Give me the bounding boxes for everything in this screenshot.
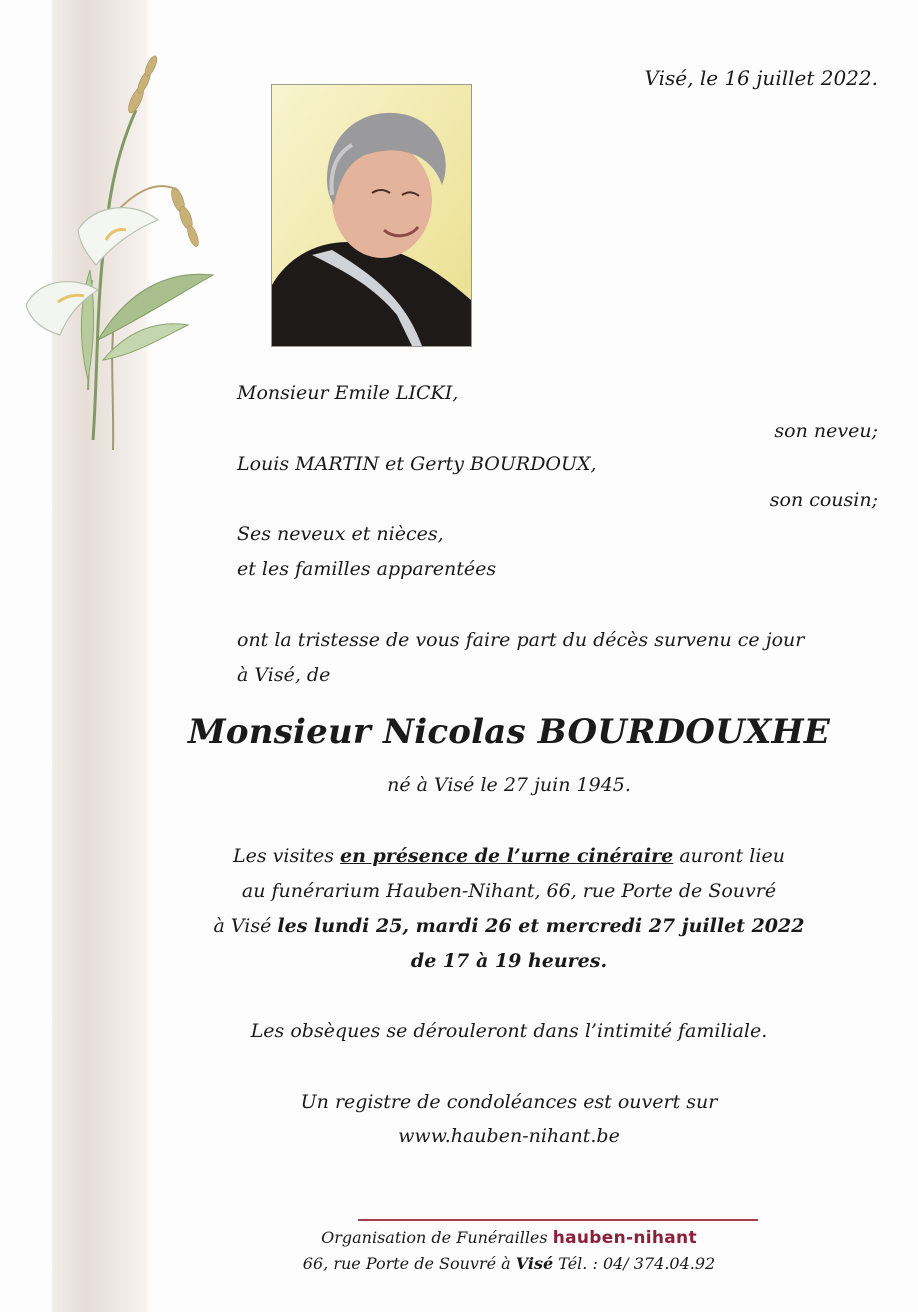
visits-line-3 bbox=[100, 915, 918, 937]
lily-wheat-illustration bbox=[18, 40, 228, 450]
birth-line: né à Visé le 27 juin 1945. bbox=[387, 774, 631, 796]
footer-address bbox=[100, 1254, 918, 1273]
family-member-name: Monsieur Emile LICKI, bbox=[237, 382, 459, 404]
visits-text: à Visé bbox=[213, 915, 272, 937]
funeral-line: Les obsèques se dérouleront dans l’intimité familiale. bbox=[250, 1020, 768, 1042]
condolences-line: Un registre de condoléances est ouvert sur bbox=[300, 1091, 718, 1113]
relatives-line: et les familles apparentées bbox=[237, 558, 497, 580]
family-member-relation: son neveu; bbox=[774, 420, 878, 442]
footer-org-text: Organisation de Funérailles bbox=[321, 1228, 548, 1247]
relatives-line: Ses neveux et nièces, bbox=[237, 523, 444, 545]
footer-city: Visé bbox=[515, 1254, 554, 1273]
visits-dates: les lundi 25, mardi 26 et mercredi 27 juillet 2022 bbox=[277, 915, 805, 937]
visits-line-2: au funérarium Hauben-Nihant, 66, rue Porte de Souvré bbox=[241, 880, 777, 902]
date-line: Visé, le 16 juillet 2022. bbox=[644, 66, 878, 90]
visits-line-1 bbox=[100, 845, 918, 867]
visits-hours: de 17 à 19 heures. bbox=[410, 950, 608, 972]
brand-logo-text: hauben-nihant bbox=[552, 1228, 697, 1248]
announcement-line: à Visé, de bbox=[237, 664, 331, 686]
footer-divider bbox=[358, 1219, 758, 1221]
footer-phone: Tél. : 04/ 374.04.92 bbox=[558, 1254, 716, 1273]
footer-address-text: 66, rue Porte de Souvré à bbox=[302, 1254, 511, 1273]
family-member-relation: son cousin; bbox=[769, 489, 878, 511]
visits-text: Les visites bbox=[233, 845, 334, 867]
portrait-photo bbox=[271, 84, 472, 347]
portrait-illustration bbox=[272, 85, 471, 346]
family-member-name: Louis MARTIN et Gerty BOURDOUX, bbox=[237, 453, 597, 475]
announcement-line: ont la tristesse de vous faire part du décès survenu ce jour bbox=[237, 629, 805, 651]
condolences-url[interactable]: www.hauben-nihant.be bbox=[398, 1125, 620, 1147]
deceased-name: Monsieur Nicolas BOURDOUXHE bbox=[188, 712, 830, 752]
urn-emphasis: en présence de l’urne cinéraire bbox=[340, 845, 674, 867]
footer-organisation bbox=[100, 1228, 918, 1248]
visits-text: auront lieu bbox=[679, 845, 785, 867]
